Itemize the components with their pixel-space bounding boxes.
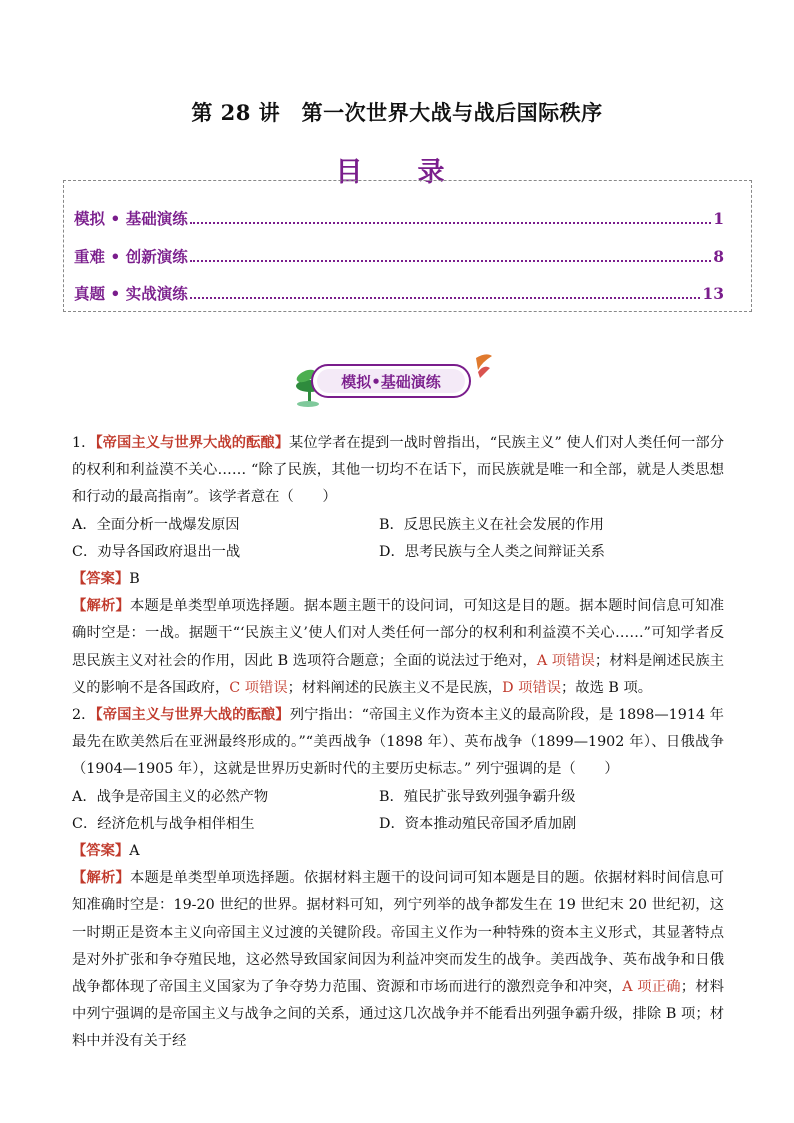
- question-1-stem: 1．【帝国主义与世界大战的酝酿】某位学者在提到一战时曾指出，“民族主义” 使人们对人类任何一部分的权利和利益漠不关心…… “除了民族，其他一切均不在话下，而民族就是唯一和全部，就是人类思想和行动的最高指南”。该学者意在（ ）: [72, 435, 724, 506]
- option-d[interactable]: D．思考民族与全人类之间辩证关系: [379, 543, 605, 560]
- section-banner-label: 模拟•基础演练: [341, 373, 441, 391]
- page-title: 第 28 讲 第一次世界大战与战后国际秩序: [191, 100, 603, 125]
- question-tag: 【帝国主义与世界大战的酝酿】: [95, 707, 290, 724]
- table-of-contents: [63, 180, 752, 312]
- toc-item-1[interactable]: [74, 207, 724, 229]
- question-1-answer: 【答案】B: [72, 571, 140, 588]
- toc-heading: 目 录: [335, 157, 459, 188]
- toc-item-label: 模拟 • 基础演练: [74, 209, 188, 228]
- section-banner: [290, 350, 500, 410]
- toc-item-2[interactable]: [74, 245, 724, 267]
- question-1-options-row-1: [72, 512, 724, 539]
- toc-leader-dots: [190, 260, 712, 262]
- option-a[interactable]: A．战争是帝国主义的必然产物: [72, 788, 269, 805]
- option-c[interactable]: C．劝导各国政府退出一战: [72, 543, 241, 560]
- option-b[interactable]: B．反思民族主义在社会发展的作用: [379, 516, 604, 533]
- question-1-analysis: 【解析】本题是单类型单项选择题。据本题主题干的设问词，可知这是目的题。据本题时间信息可知准确时空是：一战。据题干“‘民族主义’使人们对人类任何一部分的权利和利益漠不关心……”可知学者反思民族主义对社会的作用，因此 B 选项符合题意；全面的说法过于绝对，A 项错误；材料是阐述民族主义的影响不是各国政府，C 项错误；材料阐述的民族主义不是民族，D 项错误；故选 B 项。: [72, 598, 725, 696]
- option-d[interactable]: D．资本推动殖民帝国矛盾加剧: [379, 815, 577, 832]
- feather-icon: [476, 354, 492, 378]
- toc-item-3[interactable]: [74, 282, 724, 304]
- question-2-answer: 【答案】A: [72, 843, 140, 860]
- toc-item-page: 13: [702, 284, 724, 303]
- question-content: [72, 430, 724, 1056]
- toc-item-page: 1: [713, 209, 724, 228]
- question-2-options-row-1: [72, 784, 724, 811]
- toc-item-page: 8: [713, 247, 724, 266]
- question-2-analysis: 【解析】本题是单类型单项选择题。依据材料主题干的设问词可知本题是目的题。依据材料时间信息可知准确时空是：19-20 世纪的世界。据材料可知，列宁列举的战争都发生在 19 世纪末 20 世纪初，这一时期正是资本主义向帝国主义过渡的关键阶段。帝国主义作为一种特殊的资本主义形式，其显著特点是对外扩张和争夺殖民地，这必然导致国家间因为利益冲突而发生的战争。美西战争、英布战争和日俄战争都体现了帝国主义国家为了争夺势力范围、资源和市场而进行的激烈竞争和冲突，A 项正确；材料中列宁强调的是帝国主义与战争之间的关系，通过这几次战争并不能看出列强争霸升级，排除 B 项；材料中并没有关于经: [72, 870, 725, 1050]
- question-2-stem: 2．【帝国主义与世界大战的酝酿】列宁指出：“帝国主义作为资本主义的最高阶段，是 1898—1914 年最先在欧美然后在亚洲最终形成的。”“美西战争（1898 年）、英布战争（1899—1902 年）、日俄战争（1904—1905 年），这就是世界历史新时代的主要历史标志。” 列宁强调的是（ ）: [72, 707, 724, 778]
- toc-leader-dots: [190, 222, 712, 224]
- toc-item-label: 真题 • 实战演练: [74, 284, 188, 303]
- question-1-options-row-2: [72, 539, 724, 566]
- toc-item-label: 重难 • 创新演练: [74, 247, 188, 266]
- question-2-options-row-2: [72, 811, 724, 838]
- option-c[interactable]: C．经济危机与战争相伴相生: [72, 815, 255, 832]
- toc-leader-dots: [190, 297, 701, 299]
- option-b[interactable]: B．殖民扩张导致列强争霸升级: [379, 788, 576, 805]
- question-tag: 【帝国主义与世界大战的酝酿】: [95, 435, 290, 451]
- option-a[interactable]: A．全面分析一战爆发原因: [72, 516, 240, 533]
